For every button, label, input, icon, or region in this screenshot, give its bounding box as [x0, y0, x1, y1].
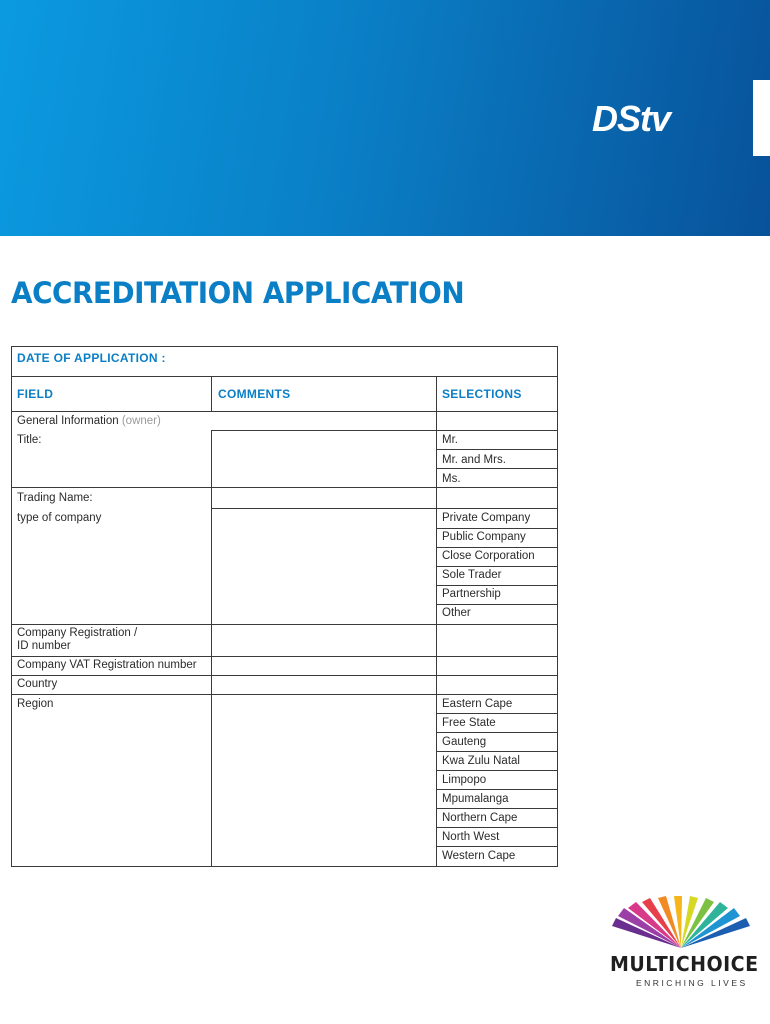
- header-banner: [0, 0, 770, 236]
- region-option[interactable]: Mpumalanga: [442, 793, 509, 805]
- title-label: Title:: [17, 434, 42, 446]
- company-type-label: type of company: [17, 512, 102, 524]
- multichoice-logo-icon: [606, 896, 756, 952]
- title-option-mr-mrs[interactable]: Mr. and Mrs.: [442, 454, 506, 466]
- comments-header: COMMENTS: [218, 387, 291, 401]
- region-option[interactable]: Eastern Cape: [442, 698, 513, 710]
- multichoice-tagline: ENRICHING LIVES: [636, 978, 748, 988]
- field-header: FIELD: [17, 387, 54, 401]
- company-type-option[interactable]: Partnership: [442, 588, 501, 600]
- vat-label: Company VAT Registration number: [17, 659, 197, 671]
- company-type-option[interactable]: Sole Trader: [442, 569, 502, 581]
- company-type-option[interactable]: Private Company: [442, 512, 531, 524]
- general-info-label: General Information (owner): [17, 415, 161, 427]
- multichoice-wordmark: MULTICHOICE: [610, 952, 759, 976]
- accreditation-form: [11, 346, 558, 867]
- company-type-option[interactable]: Other: [442, 607, 471, 619]
- trading-name-label: Trading Name:: [17, 492, 93, 504]
- region-option[interactable]: Gauteng: [442, 736, 487, 748]
- region-option[interactable]: North West: [442, 831, 500, 843]
- banner-tab: [753, 80, 770, 156]
- region-option[interactable]: Free State: [442, 717, 496, 729]
- dstv-logo: DStv: [592, 98, 671, 139]
- region-option[interactable]: Northern Cape: [442, 812, 518, 824]
- region-option[interactable]: Western Cape: [442, 850, 516, 862]
- title-option-mr[interactable]: Mr.: [442, 434, 458, 446]
- country-label: Country: [17, 678, 58, 690]
- page-title: ACCREDITATION APPLICATION: [11, 276, 465, 310]
- registration-label: Company Registration / ID number: [17, 627, 138, 652]
- region-option[interactable]: Kwa Zulu Natal: [442, 755, 520, 767]
- selections-header: SELECTIONS: [442, 387, 522, 401]
- region-label: Region: [17, 698, 54, 710]
- title-option-ms[interactable]: Ms.: [442, 473, 461, 485]
- date-of-application-label: DATE OF APPLICATION :: [17, 351, 166, 365]
- company-type-option[interactable]: Close Corporation: [442, 550, 535, 562]
- company-type-option[interactable]: Public Company: [442, 531, 526, 543]
- region-option[interactable]: Limpopo: [442, 774, 487, 786]
